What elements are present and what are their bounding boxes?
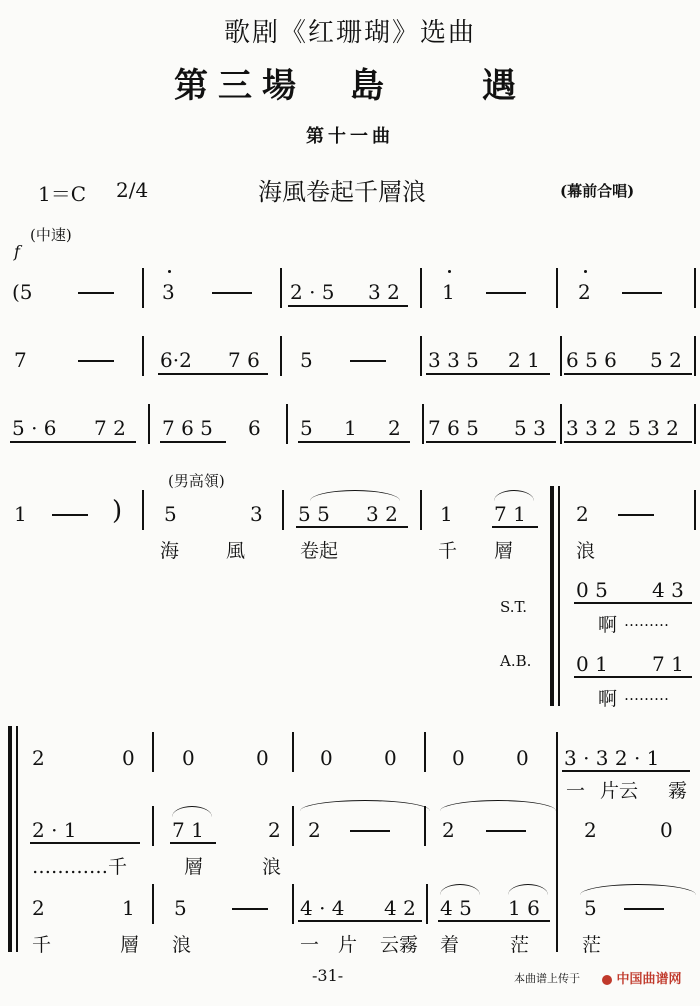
tie [508, 884, 548, 895]
dash [52, 514, 88, 516]
site-name: 中国曲谱网 [616, 972, 682, 987]
dash [486, 292, 526, 294]
note: 7 6 5 [428, 416, 479, 440]
note: 2 1 [508, 348, 540, 372]
barline [420, 336, 422, 376]
dash [618, 514, 654, 516]
note: 0 [384, 746, 397, 770]
barline [142, 336, 144, 376]
note: 5 3 2 [628, 416, 679, 440]
note: 3 2 [368, 280, 400, 304]
tie [440, 800, 556, 811]
note: 7 1 [172, 818, 204, 842]
upload-note: 本曲谱上传于 [514, 972, 580, 985]
note: 0 [122, 746, 135, 770]
note: 2 [32, 896, 45, 920]
system-bracket [550, 486, 554, 706]
note: 5 [174, 896, 187, 920]
dash [78, 292, 114, 294]
lyric: 海 [160, 540, 180, 562]
barline [558, 486, 560, 706]
note: 5 [584, 896, 597, 920]
note: 2 [268, 818, 281, 842]
beam [574, 676, 692, 678]
dash [486, 830, 526, 832]
note: 0 [660, 818, 673, 842]
barline [420, 268, 422, 308]
tie [172, 806, 212, 817]
lyric: 層 [494, 540, 514, 562]
tie [300, 800, 430, 811]
barline [148, 404, 150, 444]
song-title: 海風卷起千層浪 [258, 178, 426, 206]
note: 0 [182, 746, 195, 770]
barline [142, 490, 144, 530]
note: 0 [256, 746, 269, 770]
beam [298, 441, 410, 443]
lyric: 一 [300, 934, 320, 956]
lyric-dots: ……… [624, 686, 669, 704]
note: 2 · 5 [290, 280, 335, 304]
note: 3 · 3 2 · 1 [564, 746, 660, 770]
tempo-mark: (中速) [30, 226, 72, 244]
lyric: 片云 [600, 780, 639, 802]
tie [440, 884, 480, 895]
tie [494, 490, 534, 501]
barline [282, 490, 284, 530]
dash [350, 360, 386, 362]
page-number: -31- [312, 966, 344, 985]
note: 1 [344, 416, 357, 440]
tie [580, 884, 696, 895]
note: 5 [300, 348, 313, 372]
note: 1 [442, 280, 455, 304]
dash [78, 360, 114, 362]
note: 7 1 [494, 502, 526, 526]
lyric: 霧 [668, 780, 688, 802]
lyric: …………千 [32, 856, 128, 878]
note: 3 [162, 280, 175, 304]
lyric: 着 [440, 934, 460, 956]
dynamic-mark: f [14, 242, 20, 261]
lyric: 卷起 [300, 540, 339, 562]
lyric: 啊 [598, 688, 618, 710]
note: 0 [320, 746, 333, 770]
note: 3 3 5 [428, 348, 479, 372]
barline [292, 884, 294, 924]
voice-label-ab: A.B. [500, 652, 532, 670]
note: 5 5 [298, 502, 330, 526]
barline [694, 268, 696, 308]
lyric: 千 [32, 934, 52, 956]
beam [492, 526, 538, 528]
octave-dot [584, 270, 587, 273]
barline [420, 490, 422, 530]
dash [212, 292, 252, 294]
barline [556, 732, 558, 952]
dash [624, 908, 664, 910]
dash [232, 908, 268, 910]
beam [160, 441, 226, 443]
barline [286, 404, 288, 444]
lyric: 啊 [598, 614, 618, 636]
barline [152, 806, 154, 846]
barline [142, 268, 144, 308]
lyric: 千 [438, 540, 458, 562]
barline [560, 336, 562, 376]
barline [280, 268, 282, 308]
barline [694, 404, 696, 444]
note: 0 1 [576, 652, 608, 676]
beam [562, 770, 690, 772]
note: 5 [164, 502, 177, 526]
note: 0 5 [576, 578, 608, 602]
lyric: 浪 [576, 540, 596, 562]
beam [10, 441, 136, 443]
note: 5 3 [514, 416, 546, 440]
note: 4 · 4 [300, 896, 345, 920]
barline [16, 726, 18, 952]
note: 3 [250, 502, 263, 526]
barline [426, 884, 428, 924]
note: 5 [300, 416, 313, 440]
barline [694, 336, 696, 376]
dash [622, 292, 662, 294]
note: 6 [248, 416, 261, 440]
note: (5 [12, 280, 33, 304]
site-logo-icon [602, 975, 612, 985]
beam [564, 373, 692, 375]
note: 1 [122, 896, 135, 920]
note: 7 6 [228, 348, 260, 372]
note: 2 · 1 [32, 818, 77, 842]
barline [424, 806, 426, 846]
note: 7 6 5 [162, 416, 213, 440]
octave-dot [168, 270, 171, 273]
beam [158, 373, 268, 375]
lyric: 層 [120, 934, 140, 956]
note: 4 3 [652, 578, 684, 602]
note: 7 [14, 348, 27, 372]
barline [152, 884, 154, 924]
note: 2 [388, 416, 401, 440]
note: 6 5 6 [566, 348, 617, 372]
lyric: 茫 [582, 934, 602, 956]
note: 7 1 [652, 652, 684, 676]
note: 1 [14, 502, 27, 526]
octave-dot [448, 270, 451, 273]
note: 2 [578, 280, 591, 304]
beam [426, 373, 550, 375]
note: 3 2 [366, 502, 398, 526]
note: 1 [440, 502, 453, 526]
performance-note: (幕前合唱) [560, 182, 635, 200]
barline [422, 404, 424, 444]
barline [560, 404, 562, 444]
note: 4 2 [384, 896, 416, 920]
voice-label-st: S.T. [500, 598, 528, 616]
beam [296, 526, 408, 528]
barline [556, 268, 558, 308]
lyric: 片 [338, 934, 358, 956]
note: 2 [442, 818, 455, 842]
beam [574, 602, 692, 604]
barline [292, 806, 294, 846]
time-signature: 2/4 [116, 178, 149, 202]
note: 2 [584, 818, 597, 842]
beam [170, 842, 216, 844]
lyric: 浪 [172, 934, 192, 956]
barline [280, 336, 282, 376]
note: 2 [32, 746, 45, 770]
barline [152, 732, 154, 772]
barline [694, 490, 696, 530]
note: 0 [516, 746, 529, 770]
barline [292, 732, 294, 772]
beam [288, 305, 408, 307]
beam [298, 920, 422, 922]
note: 0 [452, 746, 465, 770]
piece-number: 第十一曲 [306, 126, 394, 147]
note: 3 3 2 [566, 416, 617, 440]
note: 2 [576, 502, 589, 526]
lyric: 一 [566, 780, 586, 802]
tie [310, 490, 400, 501]
system-bracket [8, 726, 12, 952]
beam [438, 920, 550, 922]
beam [426, 441, 556, 443]
scene-title: 第三場 島 遇 [174, 66, 526, 106]
beam [30, 842, 140, 844]
note: 5 2 [650, 348, 682, 372]
dash [350, 830, 390, 832]
key-signature: 1＝C [38, 182, 87, 206]
note: 1 6 [508, 896, 540, 920]
note: 6·2 [160, 348, 192, 372]
lyric: 茫 [510, 934, 530, 956]
opera-title: 歌剧《红珊瑚》选曲 [223, 18, 476, 48]
note: 5 · 6 [12, 416, 57, 440]
beam [564, 441, 692, 443]
note: 4 5 [440, 896, 472, 920]
note: 2 [308, 818, 321, 842]
close-paren: ) [112, 496, 123, 526]
voice-label-male: (男高領) [168, 472, 225, 490]
barline [424, 732, 426, 772]
lyric: 風 [226, 540, 246, 562]
lyric: 層 [184, 856, 204, 878]
site-logo[interactable] [602, 968, 682, 987]
lyric: 云霧 [380, 934, 419, 956]
lyric: 浪 [262, 856, 282, 878]
note: 7 2 [94, 416, 126, 440]
lyric-dots: ……… [624, 612, 669, 630]
